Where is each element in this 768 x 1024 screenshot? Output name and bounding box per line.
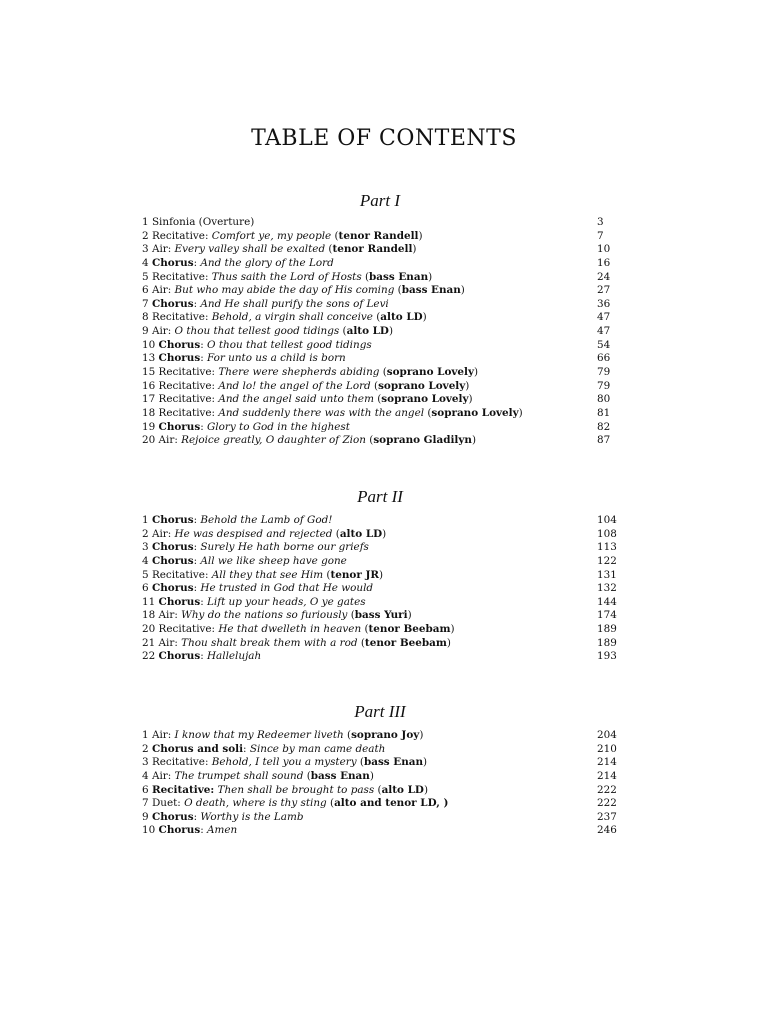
toc-entry-number: 7 bbox=[142, 797, 149, 810]
toc-entry-text: Recitative: bbox=[158, 379, 219, 392]
toc-entry-text: ) bbox=[418, 229, 423, 242]
toc-entry-number: 9 bbox=[142, 325, 149, 338]
toc-entry bbox=[142, 514, 620, 528]
toc-entry-text: ( bbox=[361, 623, 369, 636]
toc-entry bbox=[142, 797, 620, 811]
toc-entry-page-number: 66 bbox=[597, 352, 611, 365]
toc-entry-title bbox=[142, 298, 389, 312]
toc-entry-text: Thus saith the Lord of Hosts bbox=[211, 270, 362, 283]
toc-entry-number: 11 bbox=[142, 595, 156, 608]
toc-entry-text: ) bbox=[419, 729, 424, 741]
toc-entry-title bbox=[142, 637, 451, 651]
toc-entry-title bbox=[142, 380, 469, 394]
toc-entry-title bbox=[142, 609, 412, 623]
toc-entry-title bbox=[142, 366, 478, 380]
toc-entry-page-number: 214 bbox=[597, 756, 617, 769]
toc-entry-text: tenor Randell bbox=[338, 229, 419, 242]
toc-entry-page-number: 79 bbox=[597, 366, 611, 379]
toc-entry-number: 2 bbox=[142, 527, 149, 540]
toc-entry-text: soprano Gladilyn bbox=[373, 434, 472, 447]
toc-entry-number: 16 bbox=[142, 379, 156, 392]
toc-entry-title bbox=[142, 339, 372, 353]
toc-entry-text: : bbox=[200, 595, 207, 608]
toc-entry-text: ) bbox=[471, 434, 477, 447]
toc-entry bbox=[142, 311, 620, 325]
toc-entry-title bbox=[142, 243, 416, 257]
toc-entry-text: ) bbox=[388, 325, 394, 338]
toc-entry-text: : bbox=[200, 352, 207, 365]
toc-entry-text: alto LD bbox=[381, 783, 424, 796]
toc-entry-text: tenor Beebam bbox=[368, 623, 451, 636]
toc-entry-number: 15 bbox=[142, 366, 156, 379]
toc-entry bbox=[142, 569, 620, 583]
toc-entry-text: ) bbox=[468, 393, 473, 406]
toc-entry-text: ) bbox=[412, 243, 417, 256]
toc-entry-text: Sinfonia (Overture) bbox=[151, 216, 255, 228]
toc-entry bbox=[142, 609, 620, 623]
toc-entry-text: Chorus bbox=[151, 514, 194, 526]
toc-entry-text: ( bbox=[357, 636, 365, 649]
toc-entry-text: : bbox=[200, 824, 207, 837]
toc-entry bbox=[142, 811, 620, 825]
toc-entry-number: 6 bbox=[142, 284, 149, 297]
toc-entry-text: O thou that tellest good tidings bbox=[174, 325, 340, 338]
toc-entry bbox=[142, 352, 620, 366]
toc-entry-page-number: 47 bbox=[597, 325, 611, 338]
toc-entry-title bbox=[142, 569, 383, 583]
toc-entry-text: Hallelujah bbox=[207, 650, 262, 663]
toc-entry-page-number: 7 bbox=[597, 229, 604, 242]
toc-entry-text: ) bbox=[423, 756, 428, 769]
toc-entry-page-number: 189 bbox=[597, 623, 617, 636]
toc-entry bbox=[142, 393, 620, 407]
toc-entry-page-number: 82 bbox=[597, 420, 611, 433]
toc-entry-text: Recitative: bbox=[158, 406, 219, 419]
toc-entry-page-number: 132 bbox=[597, 582, 617, 595]
toc-entry-number: 10 bbox=[142, 824, 156, 837]
toc-entry-text: tenor Beebam bbox=[364, 636, 447, 649]
toc-entry-page-number: 3 bbox=[597, 216, 604, 228]
toc-entry-text: Rejoice greatly, O daughter of Zion bbox=[181, 434, 366, 447]
toc-entry bbox=[142, 729, 620, 743]
toc-entry-text: : bbox=[200, 338, 207, 351]
toc-entry-text: Chorus bbox=[158, 338, 201, 351]
toc-entry bbox=[142, 325, 620, 339]
toc-entry-text: Chorus bbox=[158, 595, 201, 608]
toc-entry-text: Air: bbox=[151, 243, 175, 256]
toc-entry bbox=[142, 582, 620, 596]
toc-entry-text: Air: bbox=[158, 636, 182, 649]
toc-entry-text: Then shall be brought to pass bbox=[217, 783, 375, 796]
toc-entry-text: tenor Randell bbox=[332, 243, 413, 256]
toc-entry-text: ( bbox=[424, 406, 432, 419]
toc-entry-text: Behold the Lamb of God! bbox=[200, 514, 333, 526]
toc-entry-title bbox=[142, 650, 261, 664]
toc-entry bbox=[142, 770, 620, 784]
toc-entry-text: Chorus bbox=[158, 650, 201, 663]
toc-entry bbox=[142, 541, 620, 555]
toc-entry bbox=[142, 243, 620, 257]
toc-entry-text: ( bbox=[339, 325, 347, 338]
toc-entry-text: ( bbox=[326, 797, 335, 810]
toc-entry-text: For unto us a child is born bbox=[207, 352, 346, 365]
toc-entry-number: 4 bbox=[142, 554, 149, 567]
toc-entry-page-number: 87 bbox=[597, 434, 611, 447]
toc-entry-text: Every valley shall be exalted bbox=[174, 243, 326, 256]
toc-entry-text: ( bbox=[347, 609, 355, 622]
toc-entry-number: 3 bbox=[142, 243, 149, 256]
part-heading-2: Part II bbox=[357, 487, 403, 506]
toc-entry-text: I know that my Redeemer liveth bbox=[174, 729, 344, 741]
toc-entry-page-number: 210 bbox=[597, 742, 617, 755]
toc-entry-text: Behold, a virgin shall conceive bbox=[211, 311, 373, 324]
toc-entry-title bbox=[142, 743, 385, 757]
toc-entry-number: 19 bbox=[142, 420, 156, 433]
toc-entry-text: Chorus bbox=[158, 352, 201, 365]
toc-entry-text: ( bbox=[331, 229, 339, 242]
toc-list-part-2 bbox=[142, 514, 620, 664]
toc-entry-text: Air: bbox=[158, 609, 182, 622]
toc-entry bbox=[142, 555, 620, 569]
toc-entry-title bbox=[142, 528, 386, 542]
toc-entry-number: 20 bbox=[142, 623, 156, 636]
toc-entry-text: O death, where is thy sting bbox=[184, 797, 327, 810]
toc-entry-number: 4 bbox=[142, 256, 149, 269]
toc-entry bbox=[142, 784, 620, 798]
toc-entry-page-number: 47 bbox=[597, 311, 611, 324]
toc-entry-text: : bbox=[200, 650, 207, 663]
toc-list-part-3 bbox=[142, 729, 620, 838]
toc-entry-text: bass Enan bbox=[369, 270, 429, 283]
toc-entry-text: Chorus bbox=[151, 554, 194, 567]
toc-entry-text: ( bbox=[394, 284, 402, 297]
toc-entry-page-number: 222 bbox=[597, 783, 617, 796]
toc-entry-title bbox=[142, 756, 427, 770]
toc-entry-text: Recitative: bbox=[158, 393, 219, 406]
toc-entry-page-number: 131 bbox=[597, 568, 617, 581]
toc-entry-page-number: 104 bbox=[597, 514, 617, 526]
toc-entry-number: 13 bbox=[142, 352, 156, 365]
toc-entry-text: ) bbox=[382, 527, 387, 540]
toc-entry-text: ) bbox=[450, 623, 455, 636]
toc-entry-text: And He shall purify the sons of Levi bbox=[200, 297, 389, 310]
toc-entry bbox=[142, 216, 620, 230]
toc-entry-page-number: 10 bbox=[597, 243, 611, 256]
toc-list-part-1 bbox=[142, 216, 620, 448]
toc-entry-title bbox=[142, 596, 366, 610]
toc-entry-text: ) bbox=[460, 284, 465, 297]
toc-entry-number: 5 bbox=[142, 568, 149, 581]
toc-entry-text: ( bbox=[356, 756, 364, 769]
toc-entry-text: ( bbox=[370, 379, 379, 392]
toc-entry-title bbox=[142, 257, 334, 271]
toc-entry-number: 21 bbox=[142, 636, 156, 649]
toc-entry-text: : bbox=[193, 297, 201, 310]
toc-entry-text: There were shepherds abiding bbox=[218, 366, 380, 379]
toc-entry-text: bass Enan bbox=[363, 756, 424, 769]
toc-entry-text: Chorus bbox=[151, 256, 194, 269]
toc-entry-text: soprano Lovely bbox=[381, 393, 469, 406]
toc-entry-text: ( bbox=[303, 769, 311, 782]
toc-entry-text: bass Enan bbox=[401, 284, 461, 297]
toc-entry-text: Recitative: bbox=[158, 623, 219, 636]
toc-entry-number: 2 bbox=[142, 742, 149, 755]
toc-entry bbox=[142, 230, 620, 244]
toc-entry-number: 6 bbox=[142, 783, 149, 796]
toc-entry-number: 17 bbox=[142, 393, 156, 406]
toc-entry-number: 6 bbox=[142, 582, 149, 595]
toc-entry bbox=[142, 650, 620, 664]
toc-entry-text: Recitative: bbox=[151, 311, 212, 324]
toc-entry-number: 20 bbox=[142, 434, 156, 447]
toc-entry bbox=[142, 298, 620, 312]
toc-entry-text: ( bbox=[343, 729, 352, 741]
toc-entry-text: Chorus bbox=[158, 420, 201, 433]
toc-entry-text: ( bbox=[325, 243, 333, 256]
toc-entry-page-number: 193 bbox=[597, 650, 617, 663]
toc-entry-text: Amen bbox=[207, 824, 238, 837]
toc-entry-text: : bbox=[243, 742, 250, 755]
toc-entry bbox=[142, 366, 620, 380]
toc-entry-text: alto and tenor LD, ) bbox=[334, 797, 449, 810]
toc-entry-text: : bbox=[193, 810, 201, 823]
toc-entry-text: ( bbox=[323, 568, 331, 581]
toc-entry bbox=[142, 596, 620, 610]
toc-entry-text: And the glory of the Lord bbox=[200, 256, 334, 269]
toc-entry bbox=[142, 407, 620, 421]
toc-entry-title bbox=[142, 811, 304, 825]
toc-entry-title bbox=[142, 393, 473, 407]
toc-entry-text: All they that see Him bbox=[211, 568, 324, 581]
toc-entry-text: alto LD bbox=[380, 311, 423, 324]
toc-entry-text: Chorus bbox=[151, 541, 194, 554]
toc-entry-page-number: 24 bbox=[597, 270, 611, 283]
toc-entry-text: Chorus bbox=[151, 582, 194, 595]
toc-entry-text: : bbox=[193, 514, 201, 526]
toc-entry-text: ) bbox=[423, 783, 428, 796]
toc-entry-number: 3 bbox=[142, 541, 149, 554]
toc-entry-text: Air: bbox=[151, 769, 175, 782]
toc-entry-text: And lo! the angel of the Lord bbox=[218, 379, 371, 392]
part-heading-1: Part I bbox=[359, 191, 401, 210]
toc-entry-text: He was despised and rejected bbox=[174, 527, 333, 540]
toc-entry-page-number: 204 bbox=[597, 729, 617, 741]
part-heading-3: Part III bbox=[354, 702, 406, 721]
toc-entry-text: ) bbox=[428, 270, 433, 283]
toc-entry-text: Air: bbox=[151, 325, 175, 338]
page-title: TABLE OF CONTENTS bbox=[251, 126, 517, 151]
toc-entry-text: ) bbox=[379, 568, 384, 581]
toc-entry-title bbox=[142, 555, 347, 569]
toc-entry-text: Lift up your heads, O ye gates bbox=[207, 595, 366, 608]
toc-entry-page-number: 122 bbox=[597, 554, 617, 567]
toc-entry-number: 2 bbox=[142, 229, 149, 242]
toc-entry-title bbox=[142, 434, 476, 448]
toc-entry-page-number: 108 bbox=[597, 527, 617, 540]
toc-entry-number: 7 bbox=[142, 297, 149, 310]
toc-entry-text: Duet: bbox=[151, 797, 185, 810]
toc-entry-text: ) bbox=[422, 311, 427, 324]
toc-entry bbox=[142, 284, 620, 298]
toc-entry-text: ( bbox=[373, 393, 382, 406]
toc-entry-number: 18 bbox=[142, 406, 156, 419]
toc-entry-text: : bbox=[200, 420, 207, 433]
toc-entry bbox=[142, 623, 620, 637]
toc-entry-page-number: 27 bbox=[597, 284, 611, 297]
toc-entry-text: ( bbox=[372, 311, 381, 324]
toc-entry-text: : bbox=[193, 582, 201, 595]
toc-entry bbox=[142, 756, 620, 770]
toc-entry-title bbox=[142, 284, 465, 298]
toc-entry bbox=[142, 434, 620, 448]
toc-entry-page-number: 189 bbox=[597, 636, 617, 649]
toc-entry-text: ( bbox=[332, 527, 340, 540]
toc-entry-text: bass Enan bbox=[310, 769, 370, 782]
toc-entry bbox=[142, 637, 620, 651]
toc-entry-title bbox=[142, 311, 427, 325]
toc-entry-text: Worthy is the Lamb bbox=[200, 810, 304, 823]
toc-entry-number: 8 bbox=[142, 311, 149, 324]
toc-entry-title bbox=[142, 325, 393, 339]
toc-entry bbox=[142, 528, 620, 542]
toc-entry-number: 1 bbox=[142, 729, 149, 741]
toc-entry-text: soprano Lovely bbox=[386, 366, 475, 379]
toc-entry-title bbox=[142, 582, 373, 596]
toc-entry-text: Thou shalt break them with a rod bbox=[181, 636, 358, 649]
toc-entry-title bbox=[142, 514, 332, 528]
toc-entry-text: : bbox=[193, 256, 201, 269]
toc-entry-text: Recitative: bbox=[151, 783, 215, 796]
toc-entry bbox=[142, 271, 620, 285]
toc-entry-text: Chorus bbox=[151, 810, 194, 823]
toc-entry-text: Recitative: bbox=[151, 568, 212, 581]
toc-entry-text: ( bbox=[365, 434, 374, 447]
toc-entry-page-number: 54 bbox=[597, 338, 611, 351]
toc-entry-number: 5 bbox=[142, 270, 149, 283]
toc-entry-text: And the angel said unto them bbox=[218, 393, 374, 406]
toc-entry bbox=[142, 380, 620, 394]
toc-entry-text: Chorus and soli bbox=[151, 742, 244, 755]
toc-entry-page-number: 222 bbox=[597, 797, 617, 810]
toc-entry-text: Recitative: bbox=[151, 229, 212, 242]
toc-entry-page-number: 113 bbox=[597, 541, 617, 554]
toc-entry-page-number: 81 bbox=[597, 406, 611, 419]
toc-entry-text: Comfort ye, my people bbox=[211, 229, 332, 242]
toc-entry-title bbox=[142, 623, 455, 637]
toc-entry-title bbox=[142, 230, 423, 244]
toc-entry-text: Air: bbox=[158, 434, 182, 447]
toc-entry-text: Recitative: bbox=[151, 756, 212, 769]
toc-entry-text: soprano Lovely bbox=[431, 406, 519, 419]
toc-entry-page-number: 214 bbox=[597, 769, 617, 782]
toc-entry-number: 3 bbox=[142, 756, 149, 769]
toc-entry-page-number: 237 bbox=[597, 810, 617, 823]
toc-entry-text: Recitative: bbox=[158, 366, 219, 379]
toc-entry-text: Glory to God in the highest bbox=[207, 420, 350, 433]
toc-entry-text: ( bbox=[374, 783, 382, 796]
toc-entry-page-number: 80 bbox=[597, 393, 611, 406]
toc-entry-text: soprano Lovely bbox=[378, 379, 466, 392]
toc-entry-title bbox=[142, 407, 523, 421]
toc-entry-number: 10 bbox=[142, 338, 156, 351]
toc-entry-text: The trumpet shall sound bbox=[174, 769, 304, 782]
toc-entry-title bbox=[142, 216, 254, 230]
toc-entry-title bbox=[142, 824, 237, 838]
toc-entry-page-number: 36 bbox=[597, 297, 611, 310]
toc-entry-title bbox=[142, 729, 423, 743]
toc-entry-number: 1 bbox=[142, 216, 149, 228]
toc-entry-text: Why do the nations so furiously bbox=[181, 609, 348, 622]
toc-entry-text: O thou that tellest good tidings bbox=[207, 338, 372, 351]
toc-entry-text: ) bbox=[518, 406, 523, 419]
toc-entry-page-number: 16 bbox=[597, 256, 611, 269]
toc-entry bbox=[142, 824, 620, 838]
toc-entry-text: bass Yuri bbox=[354, 609, 408, 622]
toc-entry-text: Behold, I tell you a mystery bbox=[211, 756, 357, 769]
toc-entry-text: He trusted in God that He would bbox=[200, 582, 374, 595]
toc-entry-number: 9 bbox=[142, 810, 149, 823]
toc-entry-text: Air: bbox=[151, 284, 175, 297]
toc-entry-text: Air: bbox=[151, 527, 175, 540]
toc-entry-number: 22 bbox=[142, 650, 156, 663]
toc-entry-number: 4 bbox=[142, 769, 149, 782]
toc-entry-title bbox=[142, 421, 350, 435]
toc-entry-text: : bbox=[193, 541, 201, 554]
toc-entry-text: ) bbox=[407, 609, 412, 622]
toc-entry-text: All we like sheep have gone bbox=[200, 554, 347, 567]
toc-entry-page-number: 144 bbox=[597, 595, 617, 608]
toc-entry-text: And suddenly there was with the angel bbox=[218, 406, 425, 419]
toc-entry-text: ) bbox=[446, 636, 451, 649]
toc-entry-text: ) bbox=[369, 769, 374, 782]
toc-entry-title bbox=[142, 271, 432, 285]
toc-entry-text: ) bbox=[465, 379, 470, 392]
toc-entry-page-number: 79 bbox=[597, 379, 611, 392]
toc-entry-number: 18 bbox=[142, 609, 156, 622]
toc-entry-number: 1 bbox=[142, 514, 149, 526]
toc-entry-text: Air: bbox=[151, 729, 175, 741]
toc-entry-text: Since by man came death bbox=[249, 742, 386, 755]
toc-entry-text: ) bbox=[474, 366, 479, 379]
toc-entry-text: ( bbox=[361, 270, 370, 283]
toc-entry bbox=[142, 421, 620, 435]
toc-entry-text: ( bbox=[379, 366, 387, 379]
toc-entry-text: : bbox=[193, 554, 201, 567]
toc-entry-title bbox=[142, 541, 369, 555]
toc-entry bbox=[142, 743, 620, 757]
toc-entry-title bbox=[142, 770, 374, 784]
toc-entry bbox=[142, 257, 620, 271]
toc-entry-text: alto LD bbox=[339, 527, 383, 540]
toc-entry-page-number: 174 bbox=[597, 609, 617, 622]
toc-entry-title bbox=[142, 797, 448, 811]
toc-entry-text: Chorus bbox=[151, 297, 194, 310]
toc-entry-text: alto LD bbox=[346, 325, 389, 338]
toc-entry-text: soprano Joy bbox=[351, 729, 420, 741]
toc-entry bbox=[142, 339, 620, 353]
toc-entry-page-number: 246 bbox=[597, 824, 617, 837]
toc-entry-text: Chorus bbox=[158, 824, 201, 837]
toc-entry-text: But who may abide the day of His coming bbox=[174, 284, 395, 297]
toc-entry-text: He that dwelleth in heaven bbox=[218, 623, 362, 636]
toc-entry-text: Surely He hath borne our griefs bbox=[200, 541, 369, 554]
toc-entry-text: Recitative: bbox=[151, 270, 212, 283]
toc-entry-title bbox=[142, 784, 428, 798]
toc-entry-title bbox=[142, 352, 346, 366]
toc-entry-text: tenor JR bbox=[330, 568, 380, 581]
